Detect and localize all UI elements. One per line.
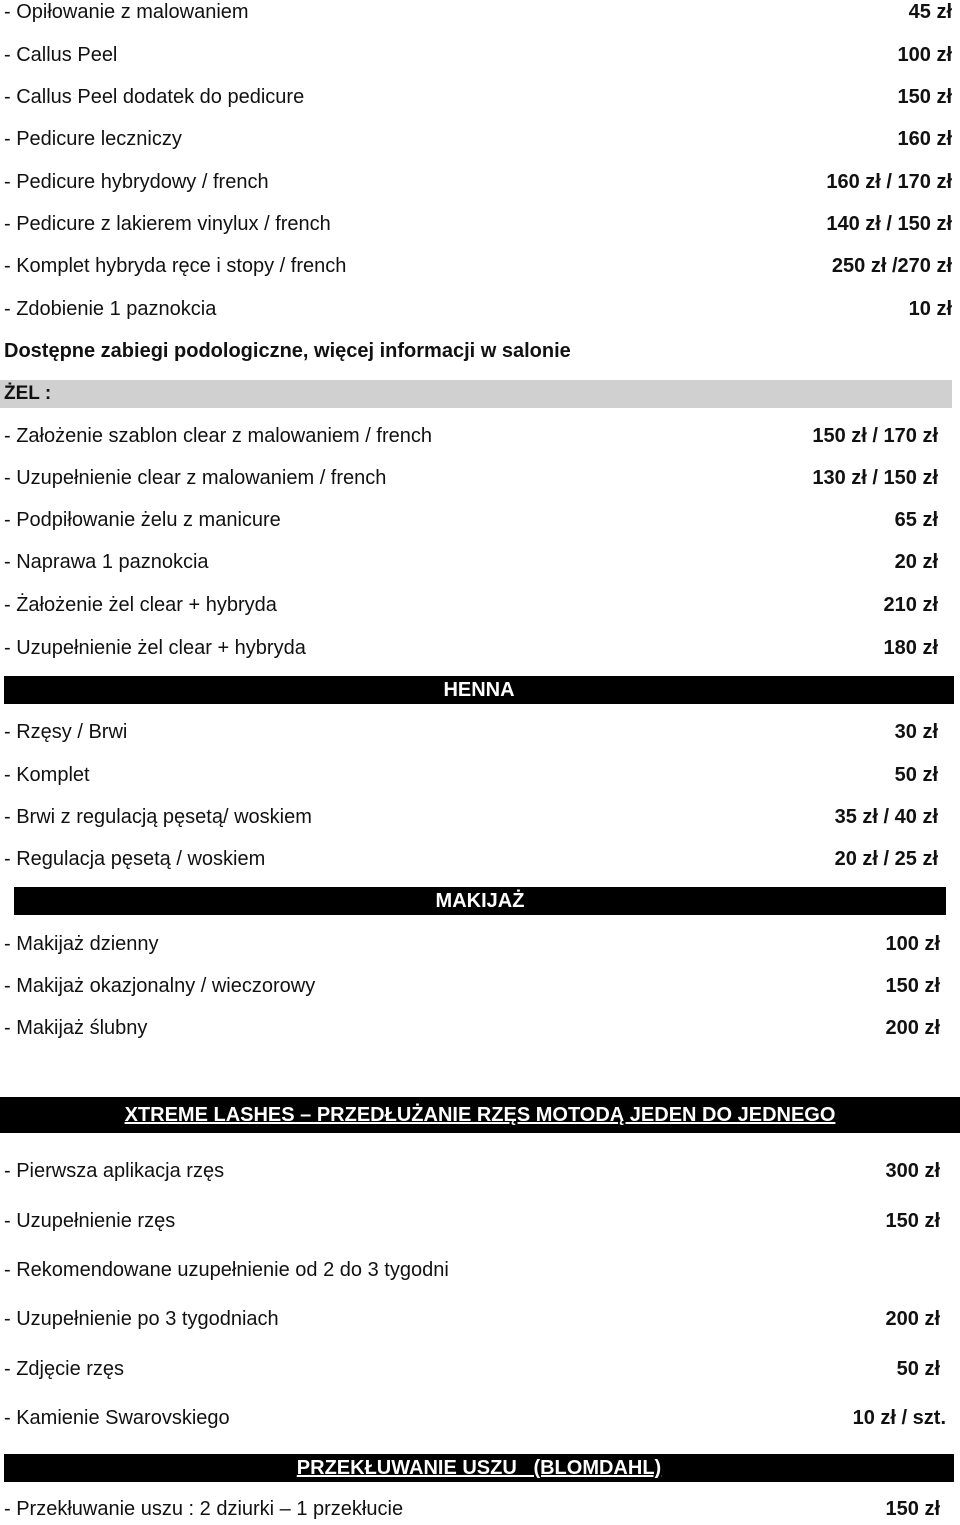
service-price: 200 zł: [885, 1017, 940, 1039]
list-item: [0, 844, 960, 874]
service-price: 10 zł: [908, 298, 952, 320]
service-price: 50 zł: [894, 764, 938, 786]
list-item: [0, 82, 960, 112]
section-header-uszy: [4, 1454, 954, 1482]
service-price: 100 zł: [885, 933, 940, 955]
service-price: 10 zł / szt.: [852, 1407, 946, 1429]
list-item: [0, 802, 960, 832]
service-price: 150 zł: [885, 975, 940, 997]
service-price: 150 zł: [885, 1210, 940, 1232]
service-price: 100 zł: [897, 44, 952, 66]
service-label: - Przekłuwanie uszu : 2 dziurki – 1 przekłucie: [4, 1498, 404, 1520]
list-item: [0, 590, 960, 620]
section-title: HENNA: [443, 679, 515, 701]
list-item: [0, 547, 960, 577]
service-label: - Żałożenie żel clear + hybryda: [4, 594, 277, 616]
service-price: 300 zł: [885, 1160, 940, 1182]
service-label: - Callus Peel: [4, 44, 118, 66]
service-price: 200 zł: [885, 1308, 940, 1330]
service-label: - Zdobienie 1 paznokcia: [4, 298, 217, 320]
section-header-zel: [0, 380, 952, 408]
list-item: [0, 1304, 960, 1334]
service-price: 35 zł / 40 zł: [834, 806, 938, 828]
service-label: - Makijaż ślubny: [4, 1017, 148, 1039]
list-item: [0, 1494, 960, 1524]
list-item: [0, 294, 960, 324]
service-label: - Podpiłowanie żelu z manicure: [4, 509, 281, 531]
service-label: - Uzupełnienie rzęs: [4, 1210, 176, 1232]
service-label: - Uzupełnienie clear z malowaniem / french: [4, 467, 387, 489]
list-item: [0, 633, 960, 663]
list-item: [0, 929, 960, 959]
service-label: - Pedicure leczniczy: [4, 128, 182, 150]
service-label: - Komplet: [4, 764, 90, 786]
service-label: - Uzupełnienie po 3 tygodniach: [4, 1308, 279, 1330]
service-label: - Założenie szablon clear z malowaniem / french: [4, 425, 432, 447]
service-label: - Regulacja pęsetą / woskiem: [4, 848, 266, 870]
service-label: - Naprawa 1 paznokcia: [4, 551, 209, 573]
service-label: - Kamienie Swarovskiego: [4, 1407, 230, 1429]
list-item: [0, 463, 960, 493]
list-item: [0, 421, 960, 451]
service-price: 150 zł: [885, 1498, 940, 1520]
service-label: - Uzupełnienie żel clear + hybryda: [4, 637, 306, 659]
list-item: [0, 717, 960, 747]
list-item: [0, 760, 960, 790]
list-item: [0, 1013, 960, 1043]
service-label: - Pedicure z lakierem vinylux / french: [4, 213, 331, 235]
service-price: 65 zł: [894, 509, 938, 531]
list-item: [0, 1255, 960, 1285]
section-title: XTREME LASHES – PRZEDŁUŻANIE RZĘS MOTODĄ JEDEN DO JEDNEGO: [124, 1104, 836, 1126]
service-price: 160 zł / 170 zł: [826, 171, 952, 193]
section-title: PRZEKŁUWANIE USZU (BLOMDAHL): [296, 1457, 662, 1479]
service-price: 20 zł / 25 zł: [834, 848, 938, 870]
service-label: - Komplet hybryda ręce i stopy / french: [4, 255, 347, 277]
service-price: 45 zł: [908, 1, 952, 23]
section-title: ŻEL :: [4, 383, 52, 404]
service-label: - Makijaż dzienny: [4, 933, 159, 955]
list-item: [0, 1206, 960, 1236]
list-item: [0, 167, 960, 197]
list-item: [0, 0, 960, 27]
service-label: - Opiłowanie z malowaniem: [4, 1, 249, 23]
service-price: 180 zł: [883, 637, 938, 659]
service-price: 210 zł: [883, 594, 938, 616]
section-title: MAKIJAŻ: [435, 890, 525, 912]
section-header-henna: [4, 676, 954, 704]
list-item: [0, 505, 960, 535]
service-label: - Rzęsy / Brwi: [4, 721, 128, 743]
list-item: [0, 1156, 960, 1186]
service-price: 20 zł: [894, 551, 938, 573]
service-price: 150 zł: [897, 86, 952, 108]
service-label: - Rekomendowane uzupełnienie od 2 do 3 tygodni: [4, 1259, 449, 1281]
list-item: [0, 1403, 960, 1433]
section-header-lashes: [0, 1097, 960, 1133]
service-price: 30 zł: [894, 721, 938, 743]
service-label: - Pedicure hybrydowy / french: [4, 171, 269, 193]
service-label: - Zdjęcie rzęs: [4, 1358, 125, 1380]
service-price: 150 zł / 170 zł: [812, 425, 938, 447]
list-item: [0, 1354, 960, 1384]
service-price: 160 zł: [897, 128, 952, 150]
list-item: [0, 971, 960, 1001]
service-label: - Makijaż okazjonalny / wieczorowy: [4, 975, 316, 997]
service-label: - Pierwsza aplikacja rzęs: [4, 1160, 225, 1182]
service-label: - Brwi z regulacją pęsetą/ woskiem: [4, 806, 312, 828]
list-item: [0, 124, 960, 154]
list-item: [0, 40, 960, 70]
service-price: 50 zł: [896, 1358, 940, 1380]
info-note: [0, 336, 960, 366]
section-header-makijaz: [14, 887, 946, 915]
service-price: 140 zł / 150 zł: [826, 213, 952, 235]
service-label: - Callus Peel dodatek do pedicure: [4, 86, 305, 108]
list-item: [0, 251, 960, 281]
note-text: Dostępne zabiegi podologiczne, więcej informacji w salonie: [4, 340, 571, 362]
list-item: [0, 209, 960, 239]
service-price: 250 zł /270 zł: [831, 255, 952, 277]
service-price: 130 zł / 150 zł: [812, 467, 938, 489]
